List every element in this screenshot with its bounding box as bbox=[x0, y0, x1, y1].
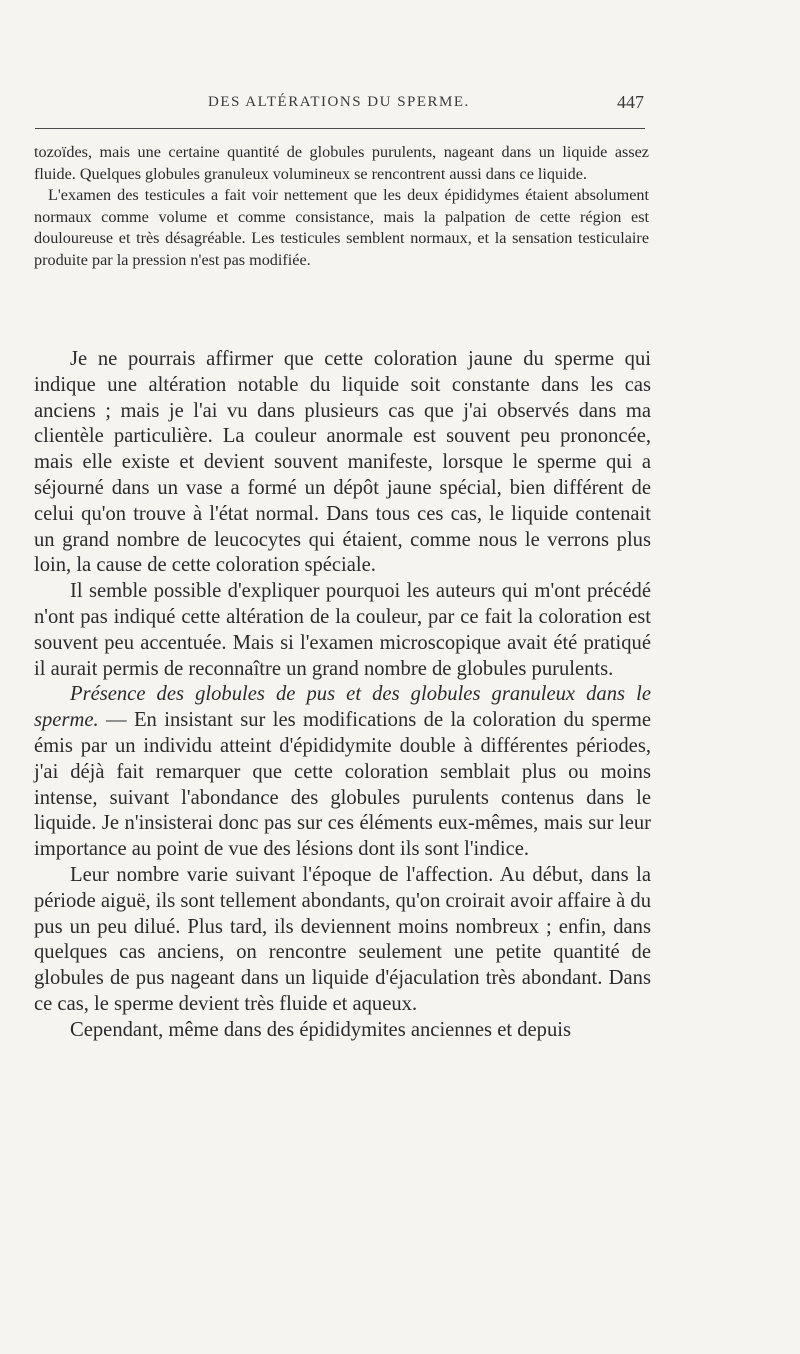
small-paragraph: L'examen des testicules a fait voir nettement que les deux épididymes étaient absolument normaux comme volume et comme consistance, mais la palpation de cette région est douloureuse et très désagréable. Les testicules semblent normaux, et la sensation testiculaire produite par la pression n'est pas modifiée. bbox=[34, 186, 649, 269]
paragraph: Cependant, même dans des épididymites anciennes et depuis bbox=[70, 1018, 571, 1041]
header-rule bbox=[35, 128, 645, 129]
paragraph: Leur nombre varie suivant l'époque de l'affection. Au début, dans la période aiguë, ils sont tellement abondants, qu'on croirait avoir affaire à du pus un peu dilué. Plus tard, ils deviennent moins nombreux ; enfin, dans quelques cas anciens, on rencontre seulement une petite quantité de globules de pus nageant dans un liquide d'éjaculation très abondant. Dans ce cas, le sperme devient très fluide et aqueux. bbox=[34, 863, 651, 1015]
page-number: 447 bbox=[617, 92, 644, 112]
paragraph: Il semble possible d'expliquer pourquoi les auteurs qui m'ont précédé n'ont pas indiqué cette altération de la couleur, par ce fait la coloration est souvent peu accentuée. Mais si l'examen microscopique avait été pratiqué il aurait permis de reconnaître un grand nombre de globules purulents. bbox=[34, 580, 651, 680]
paragraph: Je ne pourrais affirmer que cette coloration jaune du sperme qui indique une altération notable du liquide soit constante dans les cas anciens ; mais je l'ai vu dans plusieurs cas que j'ai observés dans ma clientèle particulière. La couleur anormale est souvent peu prononcée, mais elle existe et devient souvent manifeste, lorsque le sperme qui a séjourné dans un vase a formé un dépôt jaune spécial, bien différent de celui qu'on trouve à l'état normal. Dans tous ces cas, le liquide contenait un grand nombre de leucocytes qui étaient, comme nous le verrons plus loin, la cause de cette coloration spéciale. bbox=[34, 348, 651, 577]
small-paragraph: tozoïdes, mais une certaine quantité de globules purulents, nageant dans un liquide assez fluide. Quelques globules granuleux volumineux se rencontrent aussi dans ce liquide. bbox=[34, 143, 649, 183]
section-paragraph bbox=[34, 682, 651, 863]
section-heading: Présence des globules de pus et des globules granuleux dans le sperme. bbox=[34, 683, 651, 732]
section-text: — En insistant sur les modifications de la coloration du sperme émis par un individu atteint d'épididymite double à différentes périodes, j'ai déjà fait remarquer que cette coloration semblait plus ou moins intense, suivant l'abondance des globules purulents contenus dans le liquide. Je n'insisterai donc pas sur ces éléments eux-mêmes, mais sur leur importance au point de vue des lésions dont ils sont l'indice. bbox=[34, 709, 651, 861]
main-text-block bbox=[34, 347, 651, 1044]
small-print-block bbox=[34, 142, 649, 272]
running-header: DES ALTÉRATIONS DU SPERME. bbox=[208, 94, 470, 110]
